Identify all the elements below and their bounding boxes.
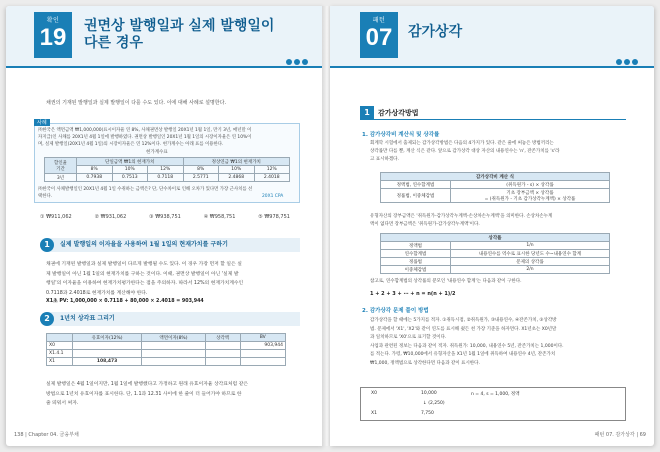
example-question (38, 186, 300, 200)
amort-cell (142, 350, 206, 358)
left-page (6, 6, 324, 446)
amort-cell (73, 350, 142, 358)
amort-header: 유효이자(12%) (73, 334, 142, 342)
question-line2: 택한다. (38, 194, 53, 199)
rate-cell: 2/n (451, 266, 610, 274)
amort-cell (205, 342, 240, 350)
option-2[interactable]: ② ₩931,062 (94, 214, 127, 220)
rate-table-title: 상각률 (381, 234, 610, 242)
pv-value: 2.4868 (219, 174, 255, 182)
rate-cell: 정률법 (381, 258, 451, 266)
example-line2: 자지급)인 사채를 20X1년 4월 1일에 발행하였다. 권면상 발행일인 20X1년 1월 1일의 시장이자율은 연 10%이 (38, 135, 252, 140)
amort-cell: X0 (47, 342, 73, 350)
rate-cell: 문제의 상각률 (451, 258, 610, 266)
box-cell: 10,000 (421, 391, 437, 396)
sec1-title: 실제 발행일의 이자율을 사용하여 1월 1일의 현재가치를 구하기 (60, 241, 228, 248)
pv-table (44, 157, 290, 182)
box-cell: X1 (371, 411, 377, 416)
example-tag: 사례 (34, 119, 50, 126)
pv-rate: 10% (219, 166, 255, 174)
left-title-line1: 권면상 발행일과 실제 발행일이 (84, 18, 275, 34)
question-source: 20X1 CPA (262, 194, 284, 199)
amort-cell: 108,473 (73, 358, 142, 366)
sec1-number: 1 (40, 238, 54, 252)
pv-value: 0.7513 (112, 174, 148, 182)
left-header (6, 6, 324, 68)
rate-cell: 이중체감법 (381, 266, 451, 274)
amort-cell: X1 (47, 358, 73, 366)
right-page (330, 6, 654, 446)
pv-rate: 12% (254, 166, 290, 174)
amort-header: BV (240, 334, 285, 342)
amort-cell (205, 358, 240, 366)
pv-rate: 8% (183, 166, 219, 174)
box-cell: n = 4, s = 1,000, 정액 (471, 392, 520, 397)
pv-table-caption: 현가계수표 (146, 150, 168, 155)
pv-row-label: 3년 (45, 174, 77, 182)
rate-cell: 1/n (451, 242, 610, 250)
sec2-number: 2 (40, 312, 54, 326)
right-sub1: 1. 감가상각비 계산식 및 상각률 (362, 132, 440, 138)
box-cell: ↓ (2,250) (423, 401, 445, 406)
left-intro: 채권의 기재된 발행일과 실제 발행일이 다를 수도 있다. 이에 대해 사례로 설명한다. (46, 100, 227, 106)
answer-options (40, 214, 290, 220)
right-sub2: 2. 감가상각 문제 풀이 방법 (362, 308, 429, 314)
amort-header: 상각액 (205, 334, 240, 342)
right-sec1-title: 감가상각방법 (378, 109, 419, 117)
box-cell: 7,750 (421, 411, 434, 416)
left-footer: 138 | Chapter 04. 금융부채 (14, 432, 79, 438)
left-chapter-number: 19 (39, 24, 67, 51)
pv-table-corner: 할인율 기간 (45, 158, 77, 174)
right-chapter-tag: 패턴 (372, 17, 386, 24)
depr-formula-title: 감가상각비 계산 식 (381, 173, 610, 181)
left-chapter-box (34, 12, 72, 58)
right-header-dots (616, 59, 638, 65)
amort-cell (240, 350, 285, 358)
depr-example-box (360, 387, 626, 421)
pv-rate: 12% (148, 166, 184, 174)
left-title-line2: 다른 경우 (84, 35, 143, 51)
right-sec1-number: 1 (360, 106, 374, 120)
right-header-divider (330, 66, 654, 68)
amort-cell (205, 350, 240, 358)
left-header-dots (286, 59, 308, 65)
example-text (38, 127, 298, 148)
amort-cell (73, 342, 142, 350)
depr-formula-cell: (취득원가 - s) × 상각률 (451, 181, 610, 189)
right-page-title: 감가상각 (408, 24, 463, 40)
pv-rate: 8% (77, 166, 113, 174)
left-header-divider (6, 66, 324, 68)
example-line1: ㈜한국은 액면금액 ₩1,000,000(표시이자율 연 8%, 사채권면상 발행일 20X1년 1월 1일, 만기 3년, 매년말 이 (38, 128, 252, 133)
pv-header-single: 단일금액 ₩1의 현재가치 (77, 158, 184, 166)
amort-header (47, 334, 73, 342)
right-body1: 회계학 시험에서 출제되는 감가상각방법은 다음의 4가지가 있다. 같은 줄에 써놓은 방법끼리는 상각률만 다를 뿐, 계산 식은 같다. 앞으로 감가상각 대상 자산의 내용연수는 'n', 잔존가치를 's'라 고 표시하겠다. (370, 141, 560, 162)
amort-cell (240, 358, 285, 366)
example-line3: 며, 실제 발행일(20X1년 4월 1일)의 시장이자율은 연 12%이다. 현가계수는 아래 표를 이용한다. (38, 142, 224, 147)
question-line1: ㈜한국이 사채발행일인 20X1년 4월 1일 수취하는 금액은? 단, 단수차이로 인해 오차가 있다면 가장 근사치를 선 (38, 187, 253, 192)
amort-header: 액면이자(8%) (142, 334, 206, 342)
rate-table (380, 233, 610, 274)
amort-cell: 903,944 (240, 342, 285, 350)
rate-cell: 정액법 (381, 242, 451, 250)
option-4[interactable]: ④ ₩958,751 (203, 214, 236, 220)
depr-formula-cell: 기초 장부금액 × 상각률 = (취득원가 - 기초 감가상각누계액) × 상각률 (451, 189, 610, 203)
amort-cell: X1.4.1 (47, 350, 73, 358)
sec2-title: 1년치 상각표 그리기 (60, 315, 115, 322)
option-5[interactable]: ⑤ ₩978,751 (258, 214, 290, 220)
left-chapter-tag: 확인 (46, 17, 60, 24)
option-3[interactable]: ③ ₩938,751 (149, 214, 181, 220)
pv-rate: 10% (112, 166, 148, 174)
depr-formula-cell: 정액법, 연수합계법 (381, 181, 451, 189)
rate-cell: 내용연수를 역수로 표시한 당년도 수~내용연수 합계 (451, 250, 610, 258)
depr-formula-cell: 정률법, 이중체감법 (381, 189, 451, 203)
right-header (330, 6, 654, 68)
right-body4: 감가상각을 할 때에는 5가지를 적자. ①취득시점, ②취득원가, ③내용연수, ④잔존가치, ⑤상각방 법. 문제에서 'X1', 'X2'와 같이 연도를 표시해 줬든 천 가장 기준을 하자면다. X1년초는 X0년말 과 일치하므로 'X0'으로 표기할 것이다. 사업과 관련된 정보는 다음과 같이 적자. 취득원가: 10,000, 내용연수 5년, 잔존가치는 1,000이다. 를 적는다. 가령, ₩10,000에서 유형자산을 X1년 1월 1일에 취득하여 내용연수 4년, 잔존가치 ₩1,000, 정액법으로 상각한다면 다음과 같이 표시한다. (370, 318, 564, 366)
left-page-title (84, 18, 274, 52)
right-sec1 (360, 106, 626, 120)
amort-table (46, 333, 286, 366)
pv-value: 0.7118 (148, 174, 184, 182)
pv-value: 0.7938 (77, 174, 113, 182)
pv-header-annuity: 정상연금 ₩1의 현재가치 (183, 158, 290, 166)
amort-cell (142, 358, 206, 366)
rate-cell: 연수합계법 (381, 250, 451, 258)
pv-value: 2.5771 (183, 174, 219, 182)
option-1[interactable]: ① ₩911,062 (40, 214, 72, 220)
sec2-body: 실제 발행일은 4월 1일이지만, 1월 1일에 발행했다고 가정하고 원래 유효이자율 상각표처럼 같은 방법으로 1년치 유효이자를 표시한다. 단, 1.1과 12.31 사이에 한 줄이 더 들어가야 하므로 한 줄 띄워서 써자. (46, 382, 248, 406)
right-footer: 패턴 07. 감가상각 | 69 (594, 432, 646, 438)
sum-formula: 1 + 2 + 3 + ⋯ + n = n(n + 1)/2 (370, 291, 456, 297)
pv-value: 2.4018 (254, 174, 290, 182)
amort-cell (142, 342, 206, 350)
right-chapter-box (360, 12, 398, 58)
right-chapter-number: 07 (365, 24, 393, 51)
right-body3: 참고로, 연수합계법의 상각률의 분모인 '내용연수 합계'는 다음과 같이 구한다. (370, 279, 522, 284)
sec1-formula: X1초 PV: 1,000,000 × 0.7118 + 80,000 × 2.4018 = 903,944 (46, 299, 204, 304)
box-cell: X0 (371, 391, 377, 396)
right-body2: 유형자산의 장부금액은 '취득원가-감가상각누계액-손상차손누계액'을 의미한다. 손상차손누계 액이 없다면 장부금액은 '취득원가-감가상각누계액'이다. (370, 214, 553, 227)
sec1-body: 채권에 기재된 발행일과 실제 발행일이 다르게 발행될 수도 있다. 이 경우 가장 먼저 할 일은 실 제 발행일이 아닌 1월 1일의 현재가치를 구하는 것이다. 이때, 권면상 발행일이 아닌 '실제 발 행일'의 이자율을 이용하여 현재가치평가한다는 점을 주의하자. 따라서 12%의 현재가치계수인 0.7118과 2.4018로 현재가치를 계산해야 한다. (46, 262, 244, 296)
depr-formula-table (380, 172, 610, 203)
